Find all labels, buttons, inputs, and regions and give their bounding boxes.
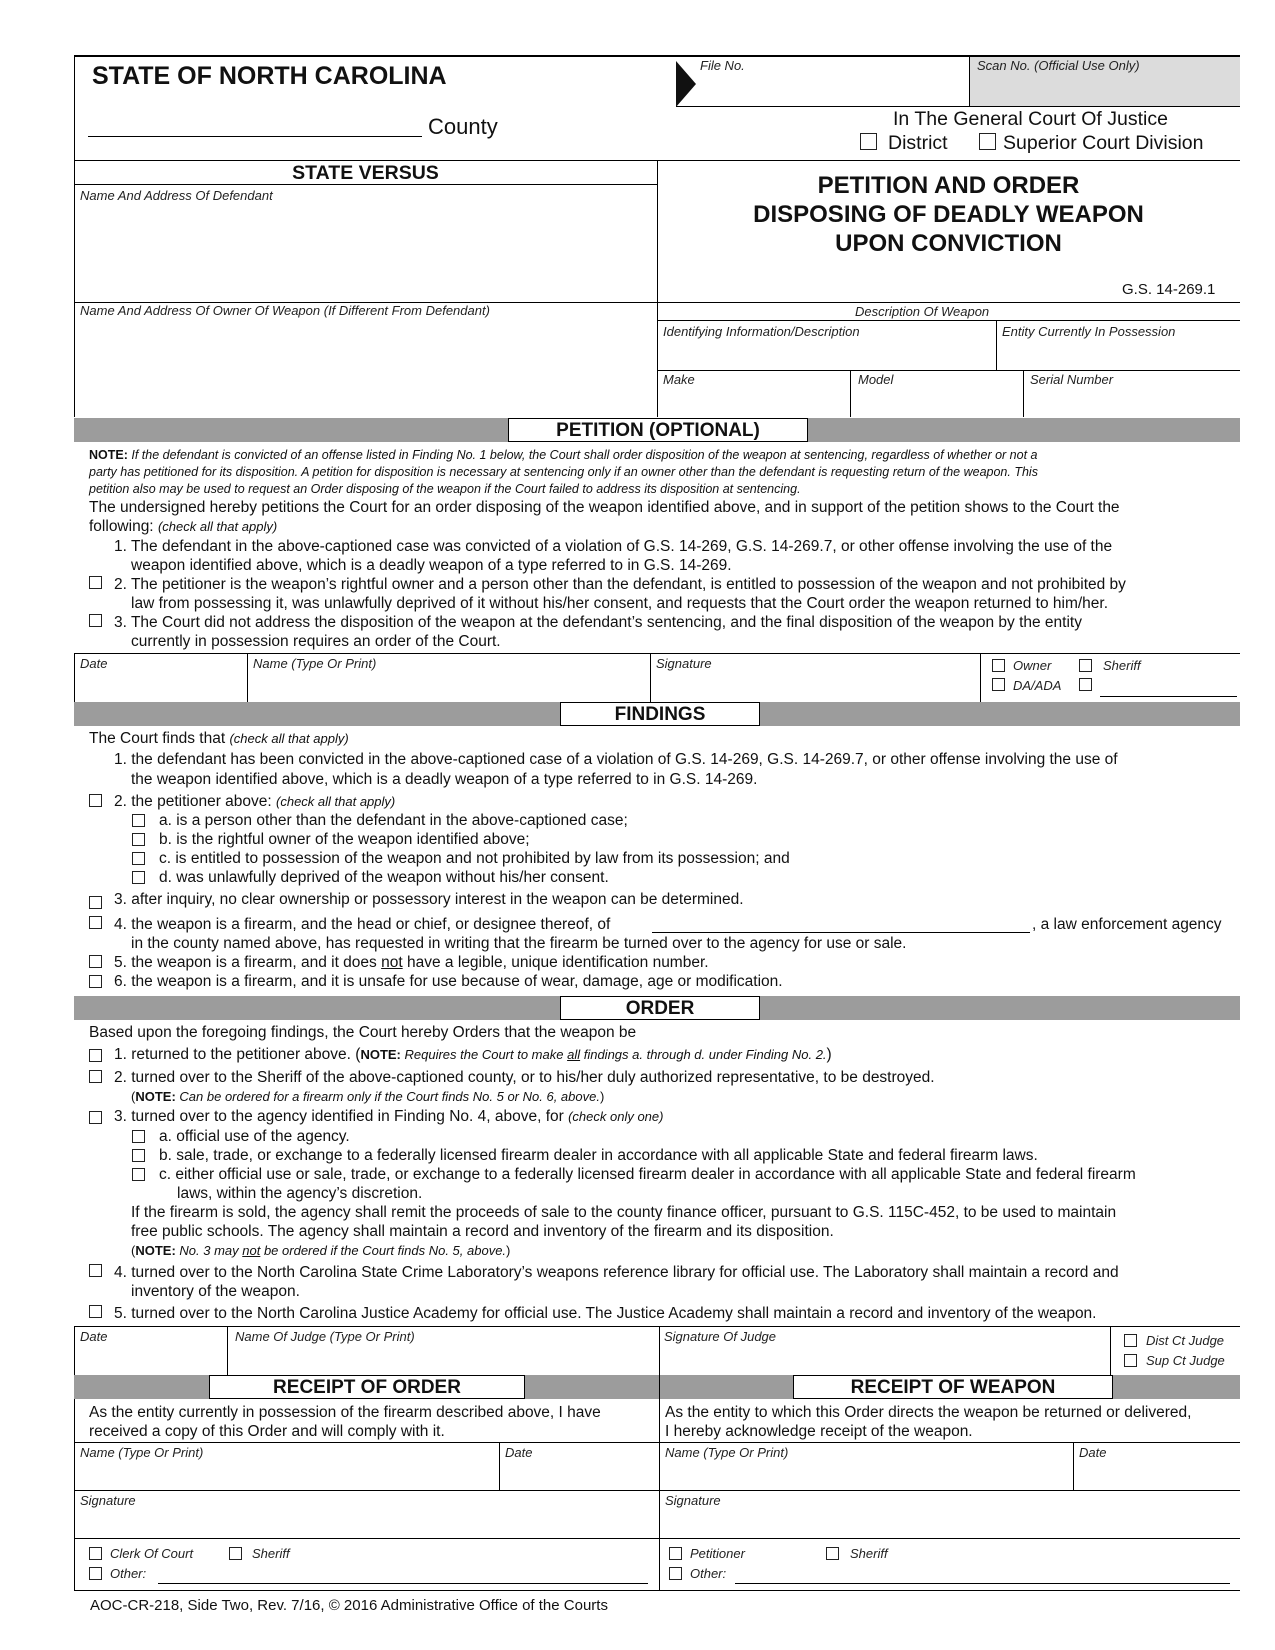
form-title-line3: UPON CONVICTION: [835, 230, 1062, 257]
order2-note-d: ): [599, 1089, 605, 1104]
finding2-check: (check all that apply): [276, 794, 396, 809]
receipt-weapon-other-label: Other:: [690, 1566, 727, 1581]
order2-checkbox[interactable]: [89, 1070, 102, 1083]
court-heading: In The General Court Of Justice: [893, 108, 1168, 130]
finding2b-checkbox[interactable]: [132, 833, 145, 846]
scan-no-label: Scan No. (Official Use Only): [977, 58, 1140, 73]
petitioner-sheriff-checkbox[interactable]: [1079, 659, 1092, 672]
finding5-b: have a legible, unique identification number.: [402, 954, 709, 971]
defendant-field[interactable]: [78, 206, 652, 298]
receipt-order-sheriff-label: Sheriff: [252, 1546, 290, 1561]
finding2-text: 2. the petitioner above:: [114, 793, 277, 810]
receipt-order-date-label: Date: [505, 1445, 533, 1460]
order3-sold-l2: free public schools. The agency shall maintain a record and inventory of the firearm and its disposition.: [131, 1223, 834, 1240]
receipt-weapon-name-label: Name (Type Or Print): [665, 1445, 789, 1460]
dist-judge-checkbox[interactable]: [1124, 1334, 1137, 1347]
order4-l1: 4. turned over to the North Carolina State Crime Laboratory’s weapons reference library for official use. The Laboratory shall maintain a record and: [114, 1264, 1119, 1281]
district-checkbox[interactable]: [860, 133, 877, 150]
make-field[interactable]: [660, 390, 846, 415]
sup-judge-label: Sup Ct Judge: [1146, 1353, 1225, 1368]
petition-sig-label: Signature: [656, 656, 712, 671]
receipt-weapon-text-l1: As the entity to which this Order directs the weapon be returned or delivered,: [665, 1404, 1192, 1421]
finding4-l1b: , a law enforcement agency: [1032, 916, 1222, 933]
petitioner-da-checkbox[interactable]: [992, 678, 1005, 691]
order3: [114, 1107, 663, 1126]
form-title-line1: PETITION AND ORDER: [817, 172, 1080, 199]
order-date-field[interactable]: [78, 1346, 223, 1373]
superior-label: Superior Court Division: [1003, 132, 1204, 154]
superior-checkbox[interactable]: [979, 133, 996, 150]
findings-intro-text: The Court finds that: [89, 730, 230, 747]
receipt-order-text-l1: As the entity currently in possession of the firearm described above, I have: [89, 1404, 601, 1421]
receipt-order-other-label: Other:: [110, 1566, 147, 1581]
receipt-order-date-field[interactable]: [503, 1462, 655, 1488]
petition-date-field[interactable]: [78, 672, 243, 699]
order1-a: 1. returned to the petitioner above. (: [114, 1046, 361, 1063]
finding3-checkbox[interactable]: [89, 896, 102, 909]
order5-checkbox[interactable]: [89, 1305, 102, 1318]
order3-note-a: (: [131, 1243, 136, 1258]
finding2-checkbox[interactable]: [89, 794, 102, 807]
petition-sig-field[interactable]: [654, 672, 974, 699]
form-footer: AOC-CR-218, Side Two, Rev. 7/16, © 2016 Administrative Office of the Courts: [90, 1597, 608, 1614]
receipt-weapon-name-field[interactable]: [663, 1462, 1069, 1488]
finding4-l1a: 4. the weapon is a firearm, and the head or chief, or designee thereof, of: [114, 916, 611, 933]
clerk-checkbox[interactable]: [89, 1547, 102, 1560]
form-title-line2: DISPOSING OF DEADLY WEAPON: [753, 201, 1144, 228]
petition-item3-checkbox[interactable]: [89, 614, 102, 627]
finding1-l1: 1. the defendant has been convicted in the above-captioned case of a violation of G.S. 14-269, G.S. 14-269.7, or other offense involving the use of: [114, 751, 1118, 768]
petition-intro-l1: The undersigned hereby petitions the Court for an order disposing of the weapon identified above, and in support of the petition shows to the Court the: [89, 499, 1120, 516]
finding5-checkbox[interactable]: [89, 955, 102, 968]
finding2a-checkbox[interactable]: [132, 814, 145, 827]
order3-note: [131, 1243, 510, 1258]
receipt-order-name-field[interactable]: [78, 1462, 495, 1488]
order3-note-c: No. 3 may: [175, 1243, 243, 1258]
receipt-order-sheriff-checkbox[interactable]: [229, 1547, 242, 1560]
receipt-weapon-sheriff-label: Sheriff: [850, 1546, 888, 1561]
petition-intro-l2: [89, 517, 277, 536]
finding3: 3. after inquiry, no clear ownership or possessory interest in the weapon can be determined.: [114, 891, 744, 908]
petition-item1-l2: weapon identified above, which is a deadly weapon of a type referred to in G.S. 14-269.: [131, 557, 732, 574]
order3-a: 3. turned over to the agency identified in Finding No. 4, above, for: [114, 1108, 569, 1125]
receipt-order-text-l2: received a copy of this Order and will comply with it.: [89, 1423, 445, 1440]
petitioner-label: Petitioner: [690, 1546, 745, 1561]
receipt-order-sig-field[interactable]: [78, 1510, 655, 1536]
finding5-a: 5. the weapon is a firearm, and it does: [114, 954, 382, 971]
order-date-label: Date: [80, 1329, 108, 1344]
petition-item1-l1: 1. The defendant in the above-captioned case was convicted of a violation of G.S. 14-269, G.S. 14-269.7, or other offense involving the use of the: [114, 538, 1113, 555]
receipt-weapon-sheriff-checkbox[interactable]: [826, 1547, 839, 1560]
dist-judge-label: Dist Ct Judge: [1146, 1333, 1225, 1348]
order3c-checkbox[interactable]: [132, 1168, 145, 1181]
receipt-weapon-sig-field[interactable]: [663, 1510, 1237, 1536]
petition-intro-following: following:: [89, 518, 158, 535]
receipt-weapon-date-label: Date: [1079, 1445, 1107, 1460]
judge-sig-field[interactable]: [663, 1346, 1103, 1373]
petitioner-checkbox[interactable]: [669, 1547, 682, 1560]
order4-checkbox[interactable]: [89, 1264, 102, 1277]
order1-c: findings a. through d. under Finding No. 2.: [580, 1047, 827, 1062]
state-versus-heading: STATE VERSUS: [292, 162, 439, 184]
receipt-order-name-label: Name (Type Or Print): [80, 1445, 204, 1460]
finding6-checkbox[interactable]: [89, 975, 102, 988]
findings-heading: FINDINGS: [560, 702, 760, 726]
finding5-not: not: [381, 954, 403, 971]
order3a: a. official use of the agency.: [159, 1128, 350, 1145]
finding1-l2: the weapon identified above, which is a deadly weapon of a type referred to in G.S. 14-269.: [131, 771, 758, 788]
order3-note-d: be ordered if the Court finds No. 5, above.: [260, 1243, 507, 1258]
petition-note-bold: NOTE:: [89, 448, 128, 462]
finding2a: a. is a person other than the defendant in the above-captioned case;: [159, 812, 628, 829]
finding6: 6. the weapon is a firearm, and it is unsafe for use because of wear, damage, age or modification.: [114, 973, 783, 990]
serial-field[interactable]: [1027, 390, 1236, 415]
county-label: County: [428, 114, 498, 139]
receipt-weapon-sig-label: Signature: [665, 1493, 721, 1508]
petitioner-owner-label: Owner: [1013, 658, 1052, 673]
order-intro: Based upon the foregoing findings, the Court hereby Orders that the weapon be: [89, 1024, 637, 1041]
agency-name-line[interactable]: [652, 932, 1030, 933]
petition-intro-check: (check all that apply): [157, 519, 278, 534]
model-field[interactable]: [854, 390, 1019, 415]
owner-address-field[interactable]: [78, 320, 652, 414]
sup-judge-checkbox[interactable]: [1124, 1354, 1137, 1367]
ident-label: Identifying Information/Description: [663, 324, 860, 339]
finding4-l2: in the county named above, has requested in writing that the firearm be turned over to the agency for use or sale.: [131, 935, 907, 952]
weapon-desc-label: Description Of Weapon: [855, 304, 990, 319]
model-label: Model: [858, 372, 894, 387]
file-no-field[interactable]: [698, 74, 963, 104]
findings-intro-check: (check all that apply): [229, 731, 349, 746]
file-arrow-icon: [676, 61, 696, 107]
petitioner-other-line[interactable]: [1100, 696, 1237, 697]
petition-item2-checkbox[interactable]: [89, 576, 102, 589]
order3c-l1: c. either official use or sale, trade, or exchange to a federally licensed firearm dealer in accordance with all applicable State and federal firearm: [159, 1166, 1136, 1183]
petition-note-l1: [89, 447, 1037, 464]
order1-checkbox[interactable]: [89, 1049, 102, 1062]
owner-address-label: Name And Address Of Owner Of Weapon (If Different From Defendant): [80, 303, 490, 318]
order3-b: (check only one): [568, 1109, 664, 1124]
order3-sold-l1: If the firearm is sold, the agency shall remit the proceeds of sale to the county finance officer, pursuant to G.S. 115C-452, to be used to maintain: [131, 1204, 1117, 1221]
finding2d: d. was unlawfully deprived of the weapon without his/her consent.: [159, 869, 609, 886]
finding5: [114, 953, 709, 972]
district-label: District: [888, 132, 948, 154]
order2-note: [131, 1089, 604, 1104]
order1-d: ): [826, 1046, 832, 1063]
judge-name-field[interactable]: [231, 1346, 655, 1373]
petition-item2-l1: 2. The petitioner is the weapon’s rightful owner and a person other than the defendant, is entitled to possession of the weapon and not prohibited by: [114, 576, 1126, 593]
order2-note-c: Can be ordered for a firearm only if the Court finds No. 5 or No. 6, above.: [175, 1089, 600, 1104]
entity-label: Entity Currently In Possession: [1002, 324, 1176, 339]
order1-all: all: [567, 1047, 581, 1062]
statute-ref: G.S. 14-269.1: [1122, 281, 1216, 298]
receipt-order-other-checkbox[interactable]: [89, 1567, 102, 1580]
order3-note-e: ): [506, 1243, 511, 1258]
petition-note-l2: party has petitioned for its disposition. A petition for disposition is necessary at sentencing only if an owner other than the defendant is requesting return of the weapon. This: [89, 465, 1038, 479]
finding2b: b. is the rightful owner of the weapon identified above;: [159, 831, 530, 848]
receipt-weapon-other-line[interactable]: [735, 1583, 1230, 1584]
receipt-order-other-line[interactable]: [158, 1583, 648, 1584]
finding2: [114, 792, 395, 811]
order-heading: ORDER: [560, 996, 760, 1020]
make-label: Make: [663, 372, 695, 387]
receipt-order-heading: RECEIPT OF ORDER: [209, 1375, 525, 1399]
petitioner-other-checkbox[interactable]: [1079, 678, 1092, 691]
order4-l2: inventory of the weapon.: [131, 1283, 300, 1300]
order2-note-b: NOTE:: [135, 1089, 176, 1104]
petition-heading: PETITION (OPTIONAL): [508, 418, 808, 442]
judge-name-label: Name Of Judge (Type Or Print): [235, 1329, 415, 1344]
receipt-weapon-other-checkbox[interactable]: [669, 1567, 682, 1580]
petition-name-label: Name (Type Or Print): [253, 656, 377, 671]
order3b-checkbox[interactable]: [132, 1149, 145, 1162]
file-no-label: File No.: [700, 58, 745, 73]
order2: 2. turned over to the Sheriff of the above-captioned county, or to his/her duly authorized representative, to be destroyed.: [114, 1069, 935, 1086]
receipt-weapon-text-l2: I hereby acknowledge receipt of the weapon.: [665, 1423, 973, 1440]
order1-b: Requires the Court to make: [400, 1047, 568, 1062]
petition-note-text: If the defendant is convicted of an offense listed in Finding No. 1 below, the Court shall order disposition of the weapon at sentencing, regardless of whether or not a: [127, 448, 1038, 462]
order2-note-a: (: [131, 1089, 136, 1104]
state-title: STATE OF NORTH CAROLINA: [92, 62, 447, 90]
order1-note: NOTE:: [360, 1047, 401, 1062]
serial-label: Serial Number: [1030, 372, 1114, 387]
finding4-checkbox[interactable]: [89, 916, 102, 929]
order3a-checkbox[interactable]: [132, 1130, 145, 1143]
finding2c: c. is entitled to possession of the weapon and not prohibited by law from its possession; and: [159, 850, 790, 867]
order3-note-not: not: [242, 1243, 261, 1258]
order3b: b. sale, trade, or exchange to a federally licensed firearm dealer in accordance with all applicable State and federal firearm laws.: [159, 1147, 1038, 1164]
finding2d-checkbox[interactable]: [132, 871, 145, 884]
order3-note-b: NOTE:: [135, 1243, 176, 1258]
petition-item3-l1: 3. The Court did not address the disposition of the weapon at the defendant’s sentencing, and the final disposition of the weapon by the entity: [114, 614, 1082, 631]
petition-item3-l2: currently in possession requires an order of the Court.: [131, 633, 501, 650]
petition-item2-l2: law from possessing it, was unlawfully deprived of it without his/her consent, and requests that the Court order the weapon returned to him/her.: [131, 595, 1109, 612]
clerk-label: Clerk Of Court: [110, 1546, 194, 1561]
judge-sig-label: Signature Of Judge: [664, 1329, 777, 1344]
order1: [114, 1045, 832, 1064]
order3c-l2: laws, within the agency’s discretion.: [177, 1185, 423, 1202]
petitioner-da-label: DA/ADA: [1013, 678, 1062, 693]
receipt-order-sig-label: Signature: [80, 1493, 136, 1508]
entity-field[interactable]: [1000, 340, 1236, 368]
findings-intro: [89, 729, 349, 748]
petitioner-owner-checkbox[interactable]: [992, 659, 1005, 672]
order3-checkbox[interactable]: [89, 1111, 102, 1124]
petition-name-field[interactable]: [251, 672, 646, 699]
order5: 5. turned over to the North Carolina Justice Academy for official use. The Justice Academy shall maintain a record and inventory of the weapon.: [114, 1305, 1097, 1322]
receipt-weapon-date-field[interactable]: [1077, 1462, 1237, 1488]
receipt-weapon-heading: RECEIPT OF WEAPON: [793, 1375, 1113, 1399]
defendant-label: Name And Address Of Defendant: [80, 188, 273, 203]
finding2c-checkbox[interactable]: [132, 852, 145, 865]
ident-field[interactable]: [660, 340, 992, 368]
petition-date-label: Date: [80, 656, 108, 671]
petition-note-l3: petition also may be used to request an Order disposing of the weapon if the Court failed to address its disposition at sentencing.: [89, 482, 801, 496]
petitioner-sheriff-label: Sheriff: [1103, 658, 1141, 673]
